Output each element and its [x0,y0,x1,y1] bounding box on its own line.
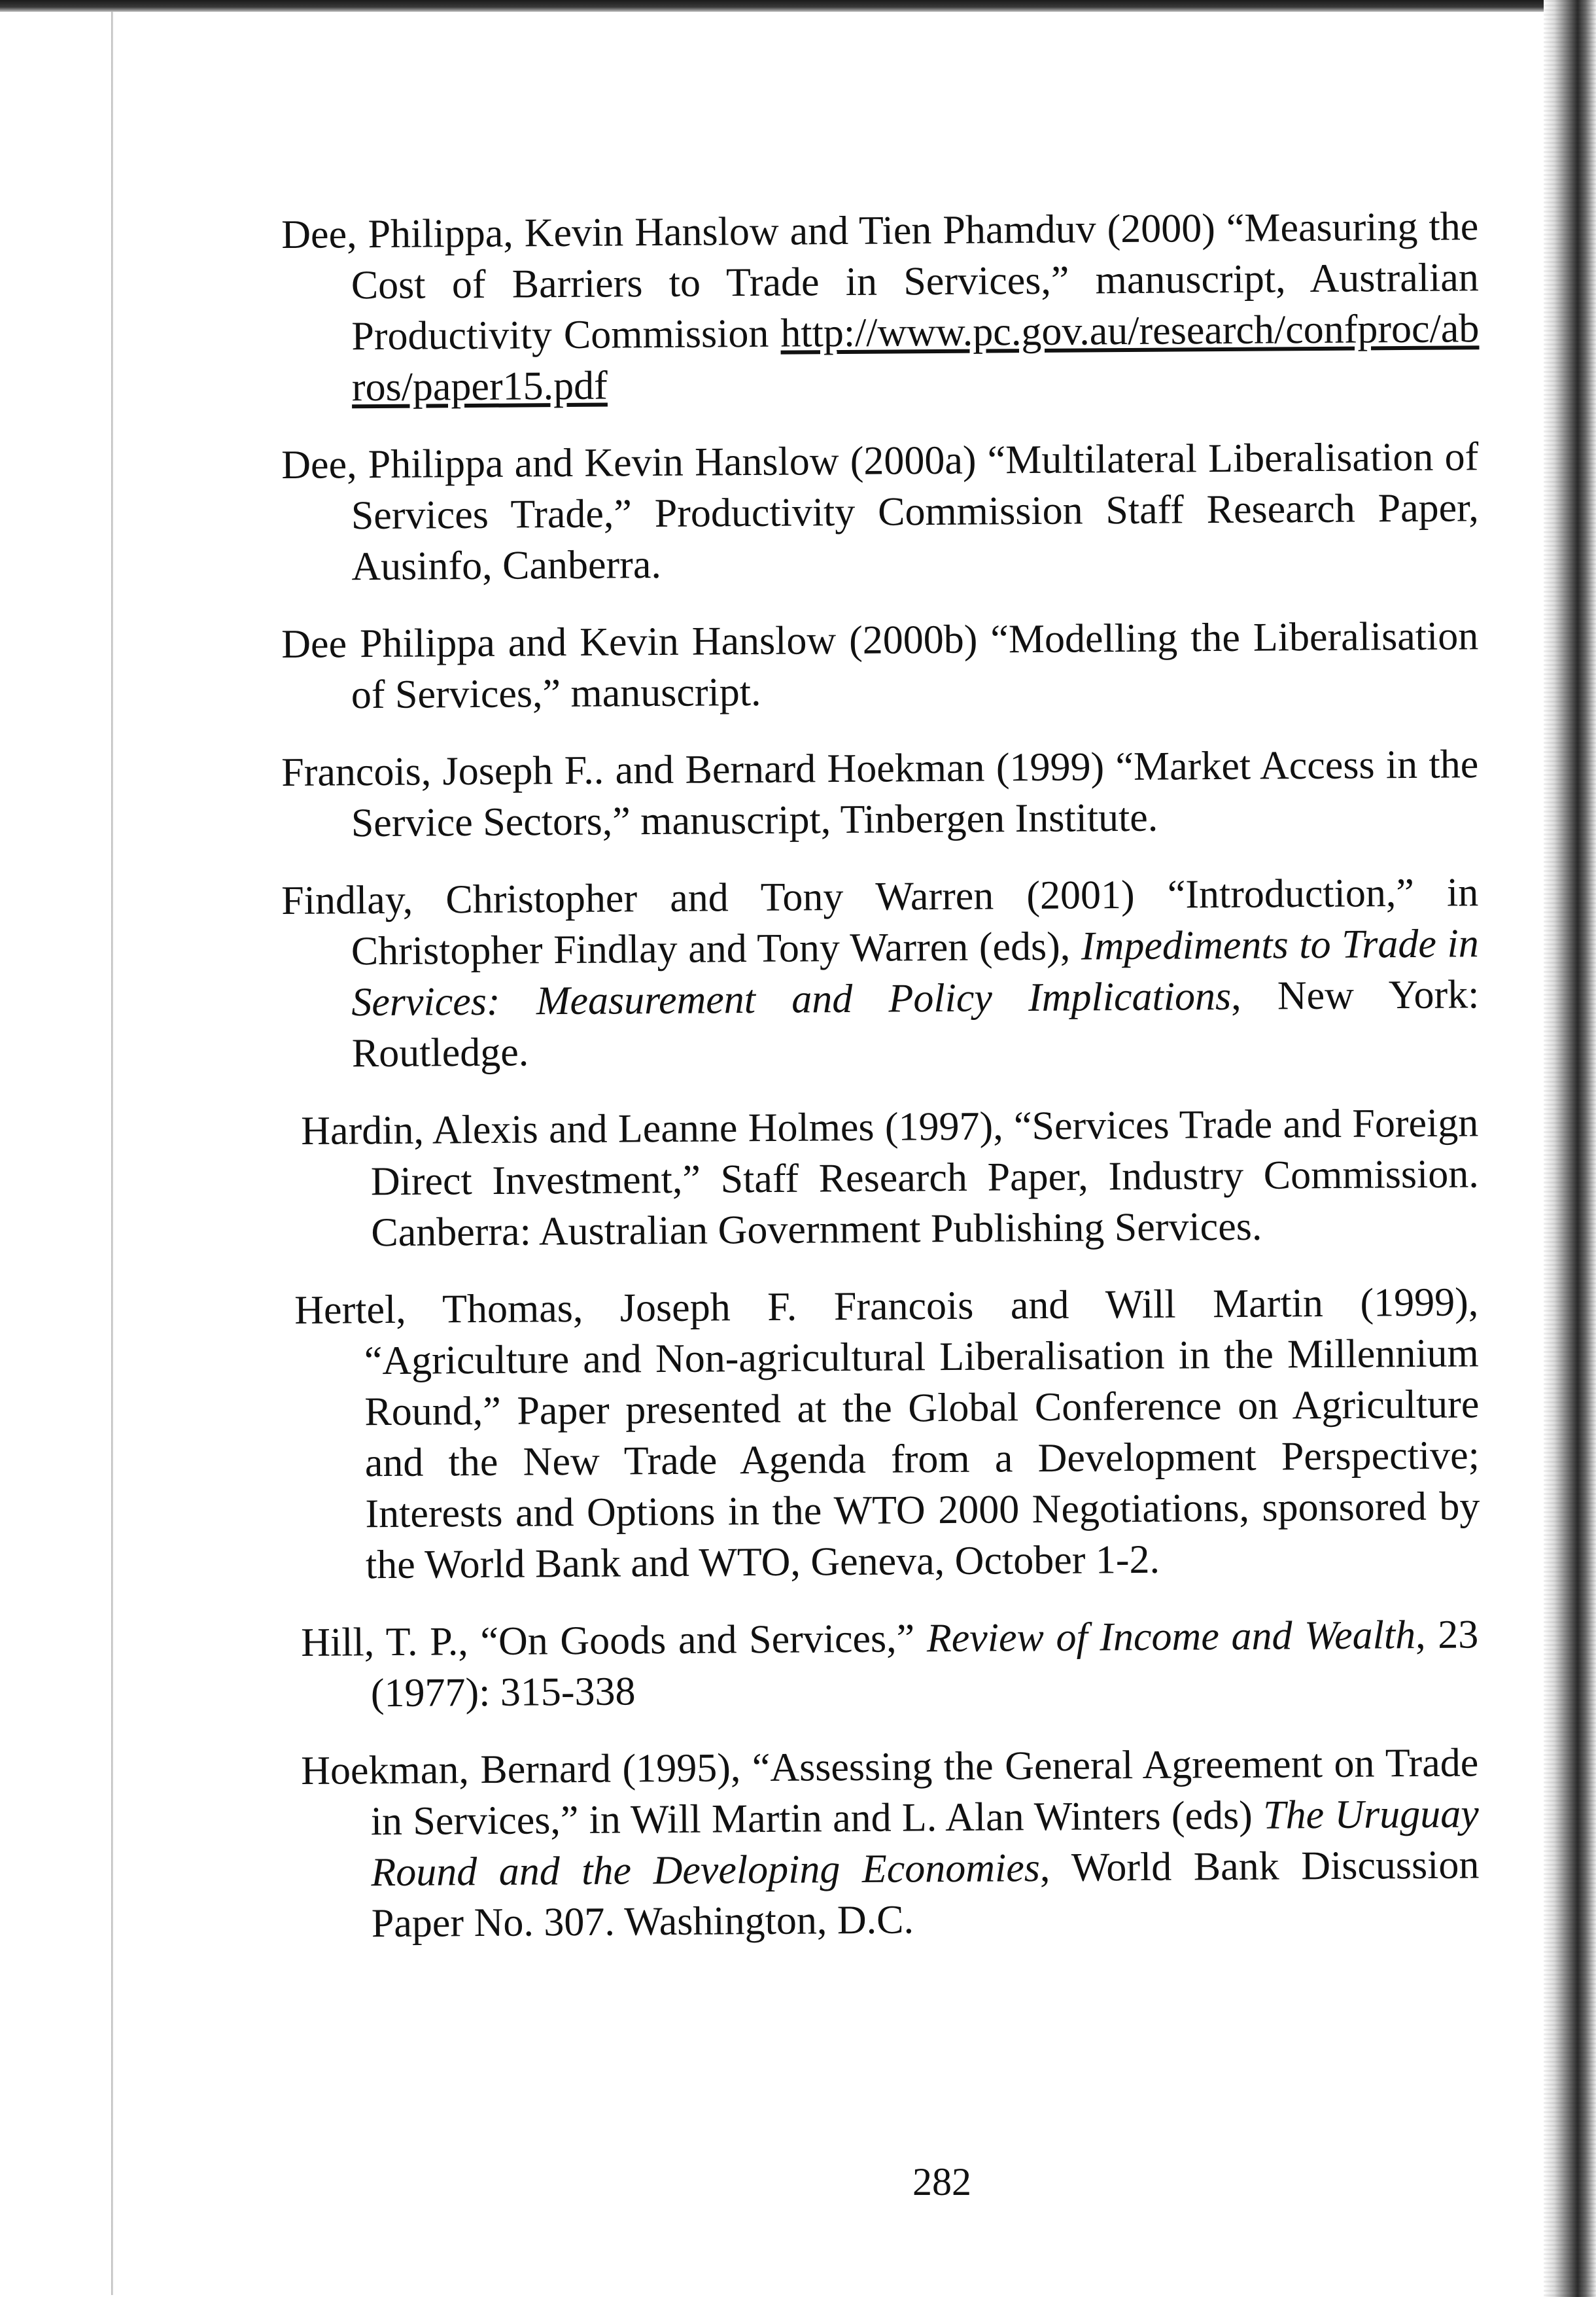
scan-book-binding [1544,0,1596,2297]
reference-book-title: Impediments to Trade in Services: Measurement and Policy Implications [351,921,1480,1025]
reference-text: Findlay, Christopher and Tony Warren (2001) “Introduction,” in Christopher Findlay and Tony Warren (eds), [281,870,1479,974]
reference-text: Hertel, Thomas, Joseph F. Francois and Will Martin (1999), “Agriculture and Non-agricultural Liberalisation in the Millennium Round,” Paper presented at the Global Conference on Agriculture and the New Trade Agenda from a Development Perspective; Interests and Options in the WTO 2000 Negotiations, sponsored by the World Bank and WTO, Geneva, October 1-2. [294,1280,1480,1588]
reference-url-link[interactable]: http://www.pc.gov.au/research/confproc/abros/paper15.pdf [351,306,1480,410]
reference-list [281,204,1480,1976]
reference-entry-hardin-holmes-1997 [301,1097,1480,1259]
scan-top-edge [0,0,1596,12]
scan-left-margin-line [111,12,113,2295]
reference-entry-hill-1977 [301,1609,1479,1719]
reference-text: Hoekman, Bernard (1995), “Assessing the General Agreement on Trade in Services,” in Will Martin and L. Alan Winters (eds) [301,1740,1479,1844]
reference-entry-francois-hoekman-1999 [281,739,1479,849]
reference-entry-dee-hanslow-2000b [281,610,1479,721]
reference-journal-title: Review of Income and Wealth [926,1613,1416,1661]
reference-entry-hoekman-1995 [301,1737,1480,1950]
reference-entry-hertel-francois-martin-1999 [294,1276,1480,1591]
page-number: 282 [912,2160,971,2203]
reference-text-tail: , World Bank Discussion Paper No. 307. Washington, D.C. [371,1842,1480,1946]
reference-text: Francois, Joseph F.. and Bernard Hoekman (1999) “Market Access in the Service Sectors,” manuscript, Tinbergen Institute. [281,742,1479,846]
reference-text-tail: , New York: Routledge. [351,972,1480,1076]
reference-text: Dee, Philippa, Kevin Hanslow and Tien Phamduv (2000) “Measuring the Cost of Barriers to Trade in Services,” manuscript, Australian Productivity Commission [281,204,1480,359]
reference-text-tail: , 23 (1977): 315-338 [370,1612,1479,1716]
reference-book-title: The Uruguay Round and the Developing Economies [371,1791,1480,1895]
reference-text: Hardin, Alexis and Leanne Holmes (1997), “Services Trade and Foreign Direct Investment,” Staff Research Paper, Industry Commission. Canberra: Australian Government Publishing Services. [301,1100,1480,1255]
reference-text: Hill, T. P., “On Goods and Services,” [301,1616,928,1665]
reference-text: Dee Philippa and Kevin Hanslow (2000b) “Modelling the Liberalisation of Services,” manuscript. [281,614,1479,718]
reference-entry-dee-hanslow-2000a [281,431,1480,593]
reference-text: Dee, Philippa and Kevin Hanslow (2000a) “Multilateral Liberalisation of Services Trade,” Productivity Commission Staff Research Paper, Ausinfo, Canberra. [281,434,1480,589]
reference-entry-findlay-warren-2001 [281,867,1480,1079]
reference-entry-dee-hanslow-phamduv-2000 [281,201,1480,413]
